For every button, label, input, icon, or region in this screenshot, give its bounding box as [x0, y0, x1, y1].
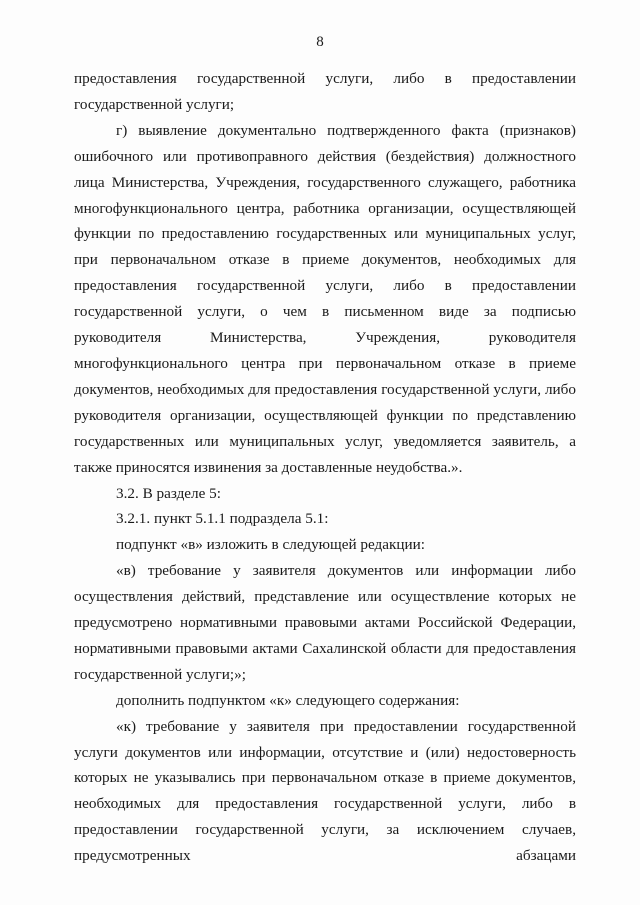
paragraph-continuation: предоставления государственной услуги, либо в предоставлении государственной услуги;	[74, 70, 576, 113]
paragraph-subitem-v-intro: подпункт «в» изложить в следующей редакции:	[116, 536, 425, 554]
paragraph-section-3-2: 3.2. В разделе 5:	[116, 484, 221, 502]
paragraph-item-g: г) выявление документально подтвержденного факта (признаков) ошибочного или противоправного действия (бездействия) должностного лица Министерства, Учреждения, государственного служащего, работника многофункционального центра, работника организации, осуществляющей функции по предоставлению государственных или муниципальных услуг, при первоначальном отказе в приеме документов, необходимых для предоставления государственной услуги, либо в предоставлении государственной услуги, о чем в письменном виде за подписью руководителя Министерства, Учреждения, руководителя многофункционального центра при первоначальном отказе в приеме документов, необходимых для предоставления государственной услуги, либо руководителя организации, осуществляющей функции по представлению государственных или муниципальных услуг, уведомляется заявитель, а также приносятся извинения за доставленные неудобства.».	[74, 121, 576, 476]
paragraph-subitem-k: «к) требование у заявителя при предоставлении государственной услуги документов или информации, отсутствие и (или) недостоверность которых не указывались при первоначальном отказе в приеме документов, необходимых для предоставления государственной услуги, либо в предоставлении государственной услуги, за исключением случаев, предусмотренных абзацами	[74, 717, 576, 865]
document-body	[74, 66, 576, 869]
paragraph-subitem-k-intro: дополнить подпунктом «к» следующего содержания:	[116, 691, 460, 709]
paragraph-subitem-v: «в) требование у заявителя документов или информации либо осуществления действий, представление или осуществление которых не предусмотрено нормативными правовыми актами Российской Федерации, нормативными правовыми актами Сахалинской области для предоставления государственной услуги;»;	[74, 562, 576, 683]
paragraph-section-3-2-1: 3.2.1. пункт 5.1.1 подраздела 5.1:	[116, 510, 329, 528]
page-number: 8	[316, 34, 324, 50]
